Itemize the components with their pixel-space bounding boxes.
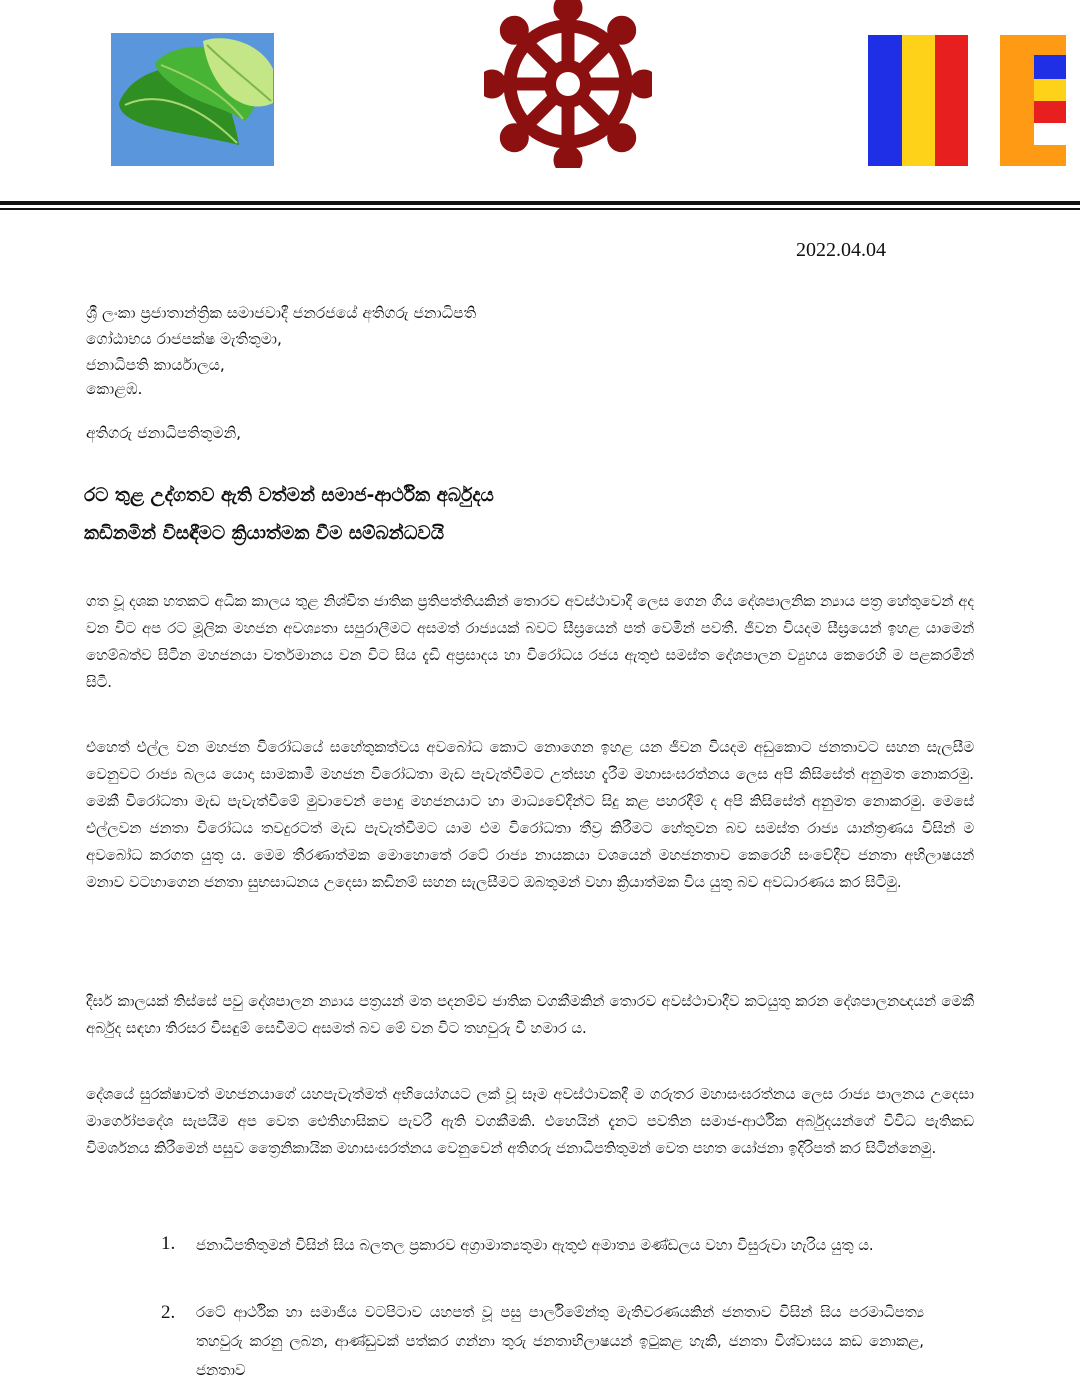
body-paragraph: එහෙත් එල්ල වන මහජන විරෝධයේ සහේතුකත්වය අවබෝධ කොට නොගෙන ඉහළ යන ජීවන වියදම අඩුකොට ජනතාවට සහන සැලසීම වෙනුවට රාජ්‍ය බලය යොදා සාමකාමී මහජන විරෝධතා මැඩ පැවැත්වීමට උත්සහ දැරීම මහාසංඝරත්නය ලෙස අපි කිසිසේත් අනුමත නොකරමු. මෙකී විරෝධතා මැඩ පැවැත්වීමේ මුවාවෙන් පොදු මහජනයාට හා මාධ්‍යවේදීන්ට සිදු කළ පහරදීම් ද අපි කිසිසේත් අනුමත නොකරමු. මෙසේ එල්ලවන ජනතා විරෝධය තවදුරටත් මැඩ පැවැත්වීමට යාම එම විරෝධතා තීව්‍ර කිරීමට හේතුවන බව සමස්ත රාජ්‍ය යාන්ත්‍රණය විසින් ම අවබෝධ කරගත යුතු ය. මෙම තීරණාත්මක මොහොතේ රටේ රාජ්‍ය නායකයා වශයෙන් මහජනතාව කෙරෙහි සංවේදීව ජනතා අභිලාෂයන් මනාව වටහාගෙන ජනතා සුභසාධනය උදෙසා කඩිනම් සහන සැලසීමට ඔබතුමන් වහා ක්‍රියාත්මක විය යුතු බව අවධාරණය කර සිටිමු. [86,739,974,891]
buddhist-flag-stripes-icon [1000,35,1066,166]
header-rule-thick [0,201,1080,205]
list-item-number: 1. [161,1233,176,1254]
bo-leaf-logo-icon [111,33,274,166]
list-item-number: 2. [161,1302,176,1323]
body-paragraph: දීර්ඝ කාලයක් තිස්සේ පවු දේශපාලන න්‍යාය පත්‍රයන් මත පදනම්ව ජාතික වගකීමකින් තොරව අවස්ථාවාදීව කටයුතු කරන දේශපාලනඥයන් මෙකී අර්බුද සඳහා තිරසර විසඳුම් සෙවීමට අසමත් බව මේ වන විට තහවුරු වී හමාර ය. [86,993,974,1037]
address-line: ශ්‍රී ලංකා ප්‍රජාතාන්ත්‍රික සමාජවාදී ජනරජයේ අතිගරු ජනාධිපති [86,304,477,322]
subject-line: රට තුළ උද්ගතව ඇති වත්මන් සමාජ-ආර්ථික අර්බුදය [84,485,494,506]
dharma-wheel-icon [484,0,652,168]
subject-line: කඩිනමින් විසඳීමට ක්‍රියාත්මක වීම සම්බන්ධවයි [84,523,445,544]
letter-date: 2022.04.04 [796,239,886,261]
address-line: කොළඹ. [86,380,143,398]
address-line: ගෝඨාභය රාජපක්ෂ මැතිතුමා, [86,330,282,348]
salutation: අතිගරු ජනාධිපතිතුමනි, [86,424,242,442]
list-item-text: ජනාධිපතිතුමන් විසින් සිය බලතල ප්‍රකාරව අග්‍රාමාත්‍යතුමා ඇතුළු අමාත්‍ය මණ්ඩලය වහා විසුරුවා හැරිය යුතු ය. [196,1237,874,1254]
list-item-text: රටේ ආර්ථික හා සමාජීය වටපිටාව යහපත් වූ පසු පාර්ලිමේන්තු මැතිවරණයකින් ජනතාව විසින් සිය පරමාධිපත්‍ය තහවුරු කරනු ලබන, ආණ්ඩුවක් පත්කර ගන්නා තුරු ජනතාභිලාෂයන් ඉටුකළ හැකි, ජනතා විශ්වාසය කඩ නොකළ, ජනතාව [196,1304,924,1379]
body-paragraph: ගත වූ දශක හතකට අධික කාලය තුළ නිශ්චිත ජාතික ප්‍රතිපත්තියකින් තොරව අවස්ථාවාදී ලෙස ගෙන ගිය දේශපාලනික න්‍යාය පත්‍ර හේතුවෙන් අද වන විට අප රට මූලික මහජන අවශ්‍යතා සපුරාලීමට අසමත් රාජ්‍යයක් බවට සීඝ්‍රයෙන් පත් වෙමින් පවතී. ජීවන වියදම සීඝ්‍රයෙන් ඉහළ යාමෙන් හෙම්බත්ව සිටින මහජනයා වර්තමානය වන විට සිය දැඩි අප්‍රසාදය හා විරෝධය රජය ඇතුළු සමස්ත දේශපාලන ව්‍යුහය කෙරෙහි ම පළකරමින් සිටී. [86,593,974,691]
buddhist-flag-icon [868,35,968,166]
body-paragraph: දේශයේ සුරක්ෂාවත් මහජනයාගේ යහපැවැත්මත් අභියෝගයට ලක් වූ සෑම අවස්ථාවකදී ම ගරුතර මහාසංඝරත්නය ලෙස රාජ්‍ය පාලනය උදෙසා මාර්ගෝපදේශ සැපයීම අප වෙත ඓතිහාසිකව පැවරී ඇති වගකීමකි. එහෙයින් දැනට පවතින සමාජ-ආර්ථික අර්බුදයන්ගේ විවිධ පැතිකඩ විමර්ශනය කිරීමෙන් පසුව ත්‍රෛනිකායික මහාසංඝරත්නය වෙනුවෙන් අතිගරු ජනාධිපතිතුමන් වෙත පහත යෝජනා ඉදිරිපත් කර සිටින්නෙමු. [86,1086,974,1157]
address-line: ජනාධිපති කාර්යාලය, [86,356,225,374]
header-rule-thin [0,208,1080,210]
